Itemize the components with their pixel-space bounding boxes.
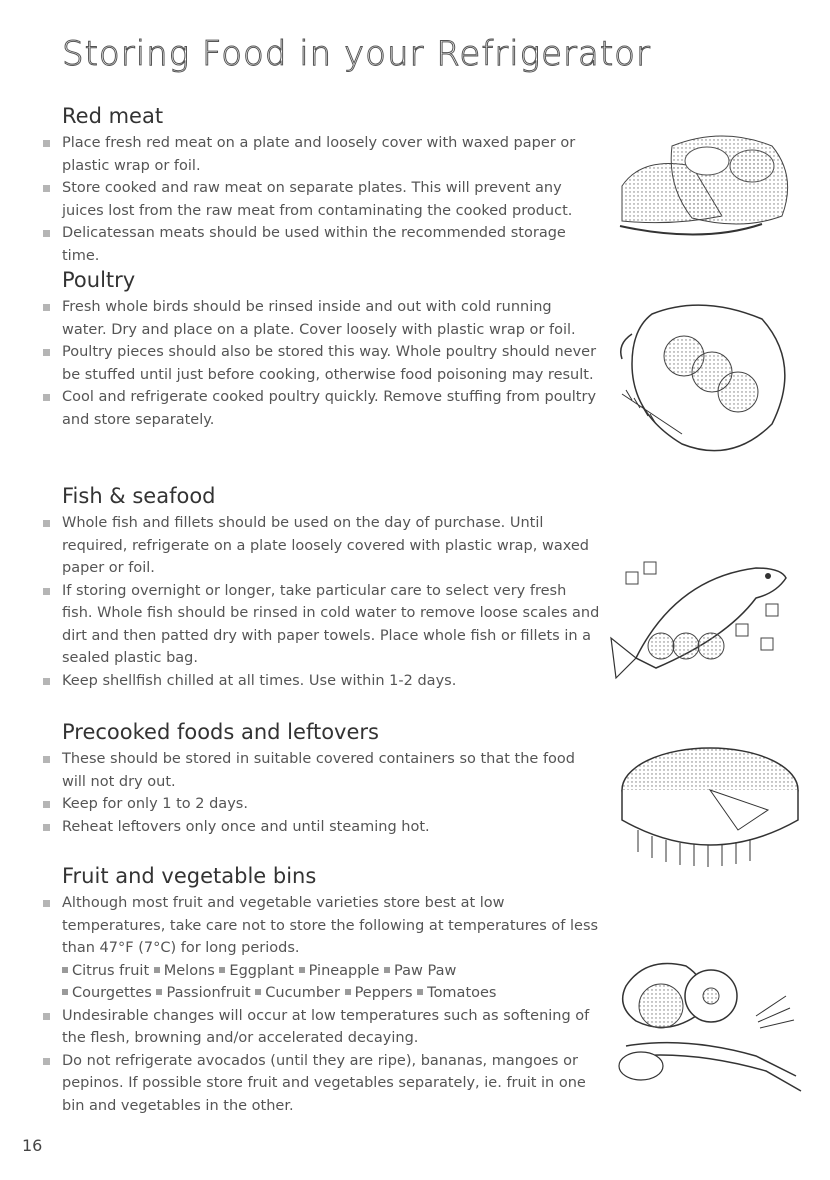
list-item: [40, 748, 600, 793]
list-item: [40, 793, 600, 816]
list-item: [40, 222, 600, 267]
bullet-marker: [43, 394, 50, 401]
bullet-marker: [43, 304, 50, 311]
list-item: [40, 580, 600, 670]
bullet-marker: [43, 349, 50, 356]
bullet-marker: [43, 520, 50, 527]
section-red-meat: [40, 104, 600, 267]
red-meat-illustration: [612, 126, 802, 246]
list-item: [40, 670, 600, 693]
produce-list-row-1: [62, 960, 600, 983]
bullet-marker: [43, 588, 50, 595]
section-heading: Fruit and vegetable bins: [62, 864, 317, 888]
inline-bullet: [255, 989, 261, 995]
list-item: [40, 1050, 600, 1118]
inline-bullet: [384, 967, 390, 973]
produce-item: Cucumber: [265, 985, 340, 1001]
list-item: [40, 1005, 600, 1050]
inline-bullet: [154, 967, 160, 973]
bullet-text: If storing overnight or longer, take particular care to select very fresh fish. Whole fish should be rinsed in cold water to remove loose scales and dirt and then patted dry with paper towels. Place whole fish or fillets in a sealed plastic bag.: [62, 582, 600, 666]
list-item: [40, 177, 600, 222]
bullet-marker: [43, 900, 50, 907]
bullet-text: Undesirable changes will occur at low temperatures such as softening of the flesh, browning and/or accelerated decaying.: [62, 1007, 590, 1046]
fruit-vegetable-illustration: [606, 956, 806, 1106]
section-heading: Red meat: [62, 104, 164, 128]
produce-item: Citrus fruit: [72, 962, 150, 979]
fish-seafood-illustration: [606, 548, 806, 688]
produce-item: Pineapple: [308, 962, 380, 979]
inline-bullet: [62, 989, 68, 995]
section-fish-seafood: [40, 484, 600, 692]
bullet-marker: [43, 678, 50, 685]
bullet-text: Store cooked and raw meat on separate plates. This will prevent any juices lost from the raw meat from contaminating the cooked product.: [62, 180, 573, 219]
produce-item: Melons: [163, 962, 215, 979]
list-item: [40, 512, 600, 580]
produce-item: Passionfruit: [166, 985, 251, 1001]
produce-list-row-2: [62, 982, 600, 1005]
list-item: [40, 816, 600, 839]
bullet-text: Cool and refrigerate cooked poultry quickly. Remove stuffing from poultry and store separately.: [62, 389, 597, 428]
bullet-marker: [43, 824, 50, 831]
inline-bullet: [62, 967, 68, 973]
leftovers-pie-illustration: [618, 740, 803, 870]
bullet-text: Reheat leftovers only once and until steaming hot.: [62, 818, 430, 835]
list-item: [40, 132, 600, 177]
page-title: Storing Food in your Refrigerator: [62, 34, 651, 74]
section-heading: Poultry: [62, 268, 136, 292]
produce-item: Courgettes: [72, 985, 152, 1001]
section-precooked-leftovers: [40, 720, 600, 838]
produce-item: Peppers: [354, 985, 413, 1001]
produce-item: Eggplant: [229, 962, 294, 979]
bullet-text: Do not refrigerate avocados (until they are ripe), bananas, mangoes or pepinos. If possible store fruit and vegetables separately, ie. fruit in one bin and vegetables in the other.: [62, 1052, 586, 1114]
inline-bullet: [156, 989, 162, 995]
bullet-text: Keep for only 1 to 2 days.: [62, 796, 248, 812]
bullet-marker: [43, 1058, 50, 1065]
list-item: [40, 386, 600, 431]
inline-bullet: [299, 967, 305, 973]
inline-bullet: [417, 989, 423, 995]
bullet-text: Delicatessan meats should be used within the recommended storage time.: [62, 225, 566, 264]
list-item: [40, 296, 600, 341]
section-heading: Precooked foods and leftovers: [62, 720, 379, 744]
list-item: [40, 341, 600, 386]
section-heading: Fish & seafood: [62, 484, 216, 508]
bullet-text: Although most fruit and vegetable varieties store best at low temperatures, take care not to store the following at temperatures of less than 47°F (7°C) for long periods.: [62, 895, 599, 956]
bullet-marker: [43, 140, 50, 147]
bullet-text: Place fresh red meat on a plate and loosely cover with waxed paper or plastic wrap or foil.: [62, 135, 576, 174]
inline-bullet: [345, 989, 351, 995]
bullet-text: These should be stored in suitable covered containers so that the food will not dry out.: [62, 751, 575, 790]
produce-item: Tomatoes: [427, 985, 497, 1001]
section-poultry: [40, 268, 600, 431]
page-number: 16: [22, 1136, 43, 1155]
poultry-illustration: [612, 294, 802, 462]
bullet-text: Fresh whole birds should be rinsed inside and out with cold running water. Dry and place on a plate. Cover loosely with plastic wrap or foil.: [62, 299, 576, 338]
list-item: [40, 892, 600, 1005]
section-fruit-vegetable-bins: [40, 864, 600, 1117]
bullet-marker: [43, 185, 50, 192]
inline-bullet: [219, 967, 225, 973]
bullet-marker: [43, 230, 50, 237]
bullet-text: Poultry pieces should also be stored this way. Whole poultry should never be stuffed until just before cooking, otherwise food poisoning may result.: [62, 344, 597, 383]
bullet-text: Whole fish and fillets should be used on the day of purchase. Until required, refrigerate on a plate loosely covered with plastic wrap, waxed paper or foil.: [62, 515, 589, 576]
bullet-marker: [43, 801, 50, 808]
bullet-text: Keep shellfish chilled at all times. Use within 1-2 days.: [62, 672, 457, 689]
produce-item: Paw Paw: [394, 962, 457, 979]
bullet-marker: [43, 1013, 50, 1020]
bullet-marker: [43, 756, 50, 763]
